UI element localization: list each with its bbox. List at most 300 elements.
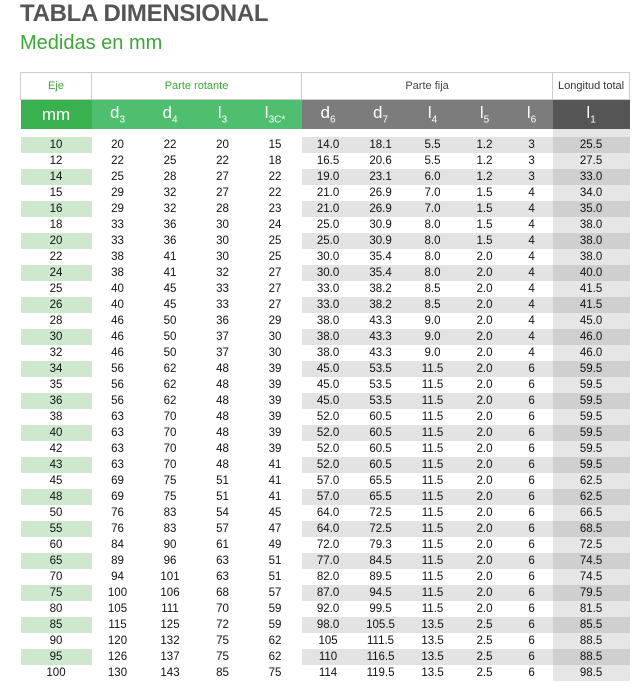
table-cell: 65.5 bbox=[355, 489, 407, 505]
table-cell: 40 bbox=[111, 283, 124, 295]
table-cell: 4 bbox=[511, 297, 553, 313]
table-cell: 59.5 bbox=[553, 361, 630, 377]
table-cell: 40.0 bbox=[553, 265, 630, 281]
table-cell: 19.0 bbox=[302, 169, 355, 185]
table-cell: 70 bbox=[49, 571, 63, 583]
table-cell: 1.2 bbox=[476, 155, 493, 167]
table-cell: 90 bbox=[163, 539, 177, 551]
table-cell: 75 bbox=[163, 491, 177, 503]
table-cell: 11.5 bbox=[407, 457, 459, 473]
col-d4: $d_4$ bbox=[144, 100, 197, 130]
table-cell: 16 bbox=[21, 201, 92, 217]
table-cell: 34 bbox=[21, 361, 92, 377]
table-cell: 8.5 bbox=[424, 283, 441, 295]
table-cell: 137 bbox=[160, 651, 180, 663]
table-cell: 72.5 bbox=[355, 521, 407, 537]
table-cell: 33.0 bbox=[316, 283, 340, 295]
table-row bbox=[21, 569, 630, 585]
table-cell: 4 bbox=[528, 315, 535, 327]
table-cell: 99.5 bbox=[369, 603, 392, 615]
table-cell: 8.5 bbox=[407, 297, 459, 313]
table-cell: 6 bbox=[528, 635, 535, 647]
table-cell: 59.5 bbox=[553, 409, 630, 425]
table-cell: 45.0 bbox=[302, 361, 355, 377]
table-cell: 50 bbox=[163, 315, 177, 327]
table-cell: 114 bbox=[318, 667, 338, 679]
table-cell: 48 bbox=[21, 489, 92, 505]
table-cell: 26.9 bbox=[369, 187, 392, 199]
table-cell: 95 bbox=[21, 649, 92, 665]
table-cell: 20 bbox=[21, 233, 92, 249]
table-cell: 11.5 bbox=[407, 361, 459, 377]
table-cell: 6 bbox=[528, 443, 535, 455]
table-cell: 24 bbox=[21, 265, 92, 281]
table-cell: 46 bbox=[111, 331, 124, 343]
table-cell: 4 bbox=[511, 201, 553, 217]
table-cell: 43 bbox=[21, 457, 92, 473]
table-row bbox=[21, 409, 630, 425]
table-cell: 2.0 bbox=[459, 521, 511, 537]
table-row bbox=[21, 585, 630, 601]
table-cell: 22 bbox=[163, 139, 177, 151]
table-cell: 41.5 bbox=[553, 281, 630, 297]
table-cell: 24 bbox=[268, 219, 282, 231]
table-cell: 32 bbox=[163, 203, 177, 215]
table-cell: 51 bbox=[268, 555, 282, 567]
table-cell: 84.5 bbox=[355, 553, 407, 569]
table-row bbox=[21, 153, 630, 169]
page-subtitle: Medidas en mm bbox=[20, 32, 163, 54]
group-eje: Eje bbox=[21, 73, 92, 100]
table-cell: 28 bbox=[49, 315, 63, 327]
table-cell: 60.5 bbox=[369, 411, 392, 423]
table-cell: 11.5 bbox=[421, 443, 444, 455]
table-cell: 105 bbox=[318, 635, 338, 647]
table-cell: 23.1 bbox=[355, 169, 407, 185]
table-cell: 11.5 bbox=[421, 475, 444, 487]
table-cell: 59 bbox=[268, 603, 282, 615]
table-cell: 38.2 bbox=[369, 283, 392, 295]
table-cell: 38 bbox=[111, 267, 124, 279]
col-l1: $l_1$ bbox=[553, 100, 630, 130]
table-cell: 38.0 bbox=[302, 329, 355, 345]
table-cell: 30 bbox=[216, 219, 229, 231]
table-cell: 6 bbox=[511, 585, 553, 601]
table-cell: 56 bbox=[111, 363, 124, 375]
table-cell: 2.0 bbox=[476, 411, 493, 423]
table-cell: 59.5 bbox=[553, 377, 630, 393]
table-cell: 29 bbox=[268, 315, 282, 327]
table-row bbox=[21, 201, 630, 217]
table-cell: 106 bbox=[160, 587, 180, 599]
table-cell: 63 bbox=[216, 571, 229, 583]
table-cell: 1.5 bbox=[459, 233, 511, 249]
table-cell: 111.5 bbox=[366, 635, 395, 647]
table-cell: 39 bbox=[268, 411, 282, 423]
table-cell: 75 bbox=[268, 667, 282, 679]
table-cell: 11.5 bbox=[421, 507, 444, 519]
table-row bbox=[21, 457, 630, 473]
table-cell: 60.5 bbox=[369, 443, 392, 455]
table-cell: 125 bbox=[160, 619, 180, 631]
table-cell: 5.5 bbox=[424, 155, 441, 167]
table-row bbox=[21, 489, 630, 505]
table-cell: 96 bbox=[163, 555, 177, 567]
table-cell: 90 bbox=[49, 635, 63, 647]
table-cell: 18 bbox=[49, 219, 63, 231]
table-cell: 48 bbox=[216, 427, 229, 439]
table-cell: 6 bbox=[528, 571, 535, 583]
table-cell: 2.0 bbox=[459, 553, 511, 569]
table-row bbox=[21, 185, 630, 201]
table-cell: 43.3 bbox=[369, 315, 392, 327]
table-cell: 11.5 bbox=[407, 489, 459, 505]
table-cell: 48 bbox=[216, 363, 229, 375]
table-cell: 69 bbox=[111, 491, 124, 503]
table-cell: 41 bbox=[268, 491, 282, 503]
table-cell: 115 bbox=[108, 619, 127, 631]
table-cell: 35.4 bbox=[369, 251, 392, 263]
table-cell: 62 bbox=[268, 651, 282, 663]
table-cell: 32 bbox=[216, 267, 229, 279]
table-cell: 63 bbox=[111, 411, 124, 423]
table-cell: 84 bbox=[111, 539, 124, 551]
table-cell: 14 bbox=[21, 169, 92, 185]
table-cell: 80 bbox=[49, 603, 63, 615]
table-cell: 36 bbox=[163, 235, 177, 247]
table-cell: 26.9 bbox=[355, 201, 407, 217]
table-cell: 28 bbox=[216, 203, 229, 215]
table-cell: 9.0 bbox=[424, 315, 441, 327]
table-row bbox=[21, 473, 630, 489]
table-cell: 2.0 bbox=[476, 443, 493, 455]
table-row bbox=[21, 137, 630, 153]
table-cell: 41 bbox=[163, 267, 177, 279]
table-cell: 6 bbox=[528, 539, 535, 551]
table-cell: 45 bbox=[268, 507, 282, 519]
table-cell: 38 bbox=[49, 411, 63, 423]
table-cell: 47 bbox=[268, 523, 282, 535]
table-cell: 48 bbox=[216, 379, 229, 391]
table-cell: 6 bbox=[511, 457, 553, 473]
table-cell: 33.0 bbox=[553, 169, 630, 185]
table-cell: 70 bbox=[163, 459, 177, 471]
table-cell: 25.0 bbox=[316, 219, 340, 231]
table-cell: 27 bbox=[268, 299, 282, 311]
table-cell: 72 bbox=[216, 619, 229, 631]
table-cell: 120 bbox=[107, 635, 128, 647]
table-cell: 72.0 bbox=[316, 539, 340, 551]
table-cell: 76 bbox=[111, 523, 124, 535]
table-cell: 130 bbox=[107, 667, 128, 679]
table-cell: 1.5 bbox=[459, 201, 511, 217]
table-row bbox=[21, 217, 630, 233]
table-cell: 11.5 bbox=[407, 393, 459, 409]
table-cell: 38.0 bbox=[316, 347, 340, 359]
column-header-row bbox=[21, 100, 630, 130]
dimension-table bbox=[20, 72, 630, 681]
table-cell: 119.5 bbox=[366, 667, 395, 679]
table-cell: 43.3 bbox=[369, 347, 392, 359]
table-row bbox=[21, 425, 630, 441]
table-cell: 22 bbox=[268, 171, 282, 183]
table-cell: 79.3 bbox=[369, 539, 392, 551]
table-cell: 2.5 bbox=[476, 667, 493, 679]
table-cell: 46.0 bbox=[553, 329, 630, 345]
group-parte-fija: Parte fija bbox=[302, 73, 553, 100]
table-cell: 35 bbox=[49, 379, 63, 391]
table-cell: 2.0 bbox=[476, 283, 493, 295]
table-cell: 2.0 bbox=[459, 329, 511, 345]
table-cell: 76 bbox=[111, 507, 124, 519]
table-row bbox=[21, 169, 630, 185]
table-cell: 74.5 bbox=[553, 569, 630, 585]
table-cell: 33 bbox=[111, 235, 124, 247]
table-cell: 36 bbox=[216, 315, 229, 327]
table-cell: 45 bbox=[49, 475, 63, 487]
table-cell: 48 bbox=[216, 411, 229, 423]
table-cell: 92.0 bbox=[316, 603, 340, 615]
table-cell: 62 bbox=[268, 635, 282, 647]
table-cell: 6 bbox=[528, 603, 535, 615]
table-cell: 4 bbox=[528, 347, 535, 359]
table-cell: 15 bbox=[268, 139, 282, 151]
table-cell: 60 bbox=[49, 539, 63, 551]
table-cell: 85.5 bbox=[553, 617, 630, 633]
table-cell: 14.0 bbox=[302, 137, 355, 153]
table-cell: 22 bbox=[111, 155, 124, 167]
table-cell: 85 bbox=[21, 617, 92, 633]
table-cell: 4 bbox=[511, 329, 553, 345]
table-row bbox=[21, 521, 630, 537]
table-cell: 22 bbox=[216, 155, 229, 167]
table-cell: 25 bbox=[268, 235, 282, 247]
table-cell: 13.5 bbox=[407, 617, 459, 633]
table-cell: 75 bbox=[21, 585, 92, 601]
table-cell: 116.5 bbox=[355, 649, 407, 665]
table-cell: 6 bbox=[511, 489, 553, 505]
table-row bbox=[21, 649, 630, 665]
table-cell: 21.0 bbox=[316, 187, 340, 199]
col-l5: $l_5$ bbox=[459, 100, 511, 130]
group-longitud-total: Longitud total bbox=[553, 73, 630, 100]
table-cell: 60.5 bbox=[355, 457, 407, 473]
table-cell: 39 bbox=[268, 395, 282, 407]
table-cell: 41 bbox=[163, 251, 177, 263]
table-cell: 25.5 bbox=[553, 137, 630, 153]
table-cell: 89 bbox=[111, 555, 124, 567]
table-row bbox=[21, 249, 630, 265]
table-cell: 2.0 bbox=[476, 571, 493, 583]
table-cell: 22 bbox=[49, 251, 63, 263]
table-body bbox=[21, 137, 630, 681]
table-row bbox=[21, 281, 630, 297]
table-cell: 41.5 bbox=[553, 297, 630, 313]
group-header-row bbox=[21, 73, 630, 100]
table-row bbox=[21, 265, 630, 281]
table-cell: 51 bbox=[268, 571, 282, 583]
table-cell: 7.0 bbox=[424, 187, 441, 199]
table-cell: 89.5 bbox=[369, 571, 392, 583]
table-cell: 11.5 bbox=[407, 585, 459, 601]
table-cell: 98.0 bbox=[302, 617, 355, 633]
table-cell: 49 bbox=[268, 539, 282, 551]
table-cell: 38 bbox=[111, 251, 124, 263]
table-cell: 33 bbox=[216, 283, 229, 295]
table-cell: 56 bbox=[111, 379, 124, 391]
table-row bbox=[21, 441, 630, 457]
table-cell: 2.0 bbox=[476, 507, 493, 519]
table-cell: 72.5 bbox=[369, 507, 392, 519]
table-cell: 52.0 bbox=[302, 457, 355, 473]
table-cell: 42 bbox=[49, 443, 63, 455]
table-cell: 2.0 bbox=[476, 251, 493, 263]
table-cell: 81.5 bbox=[553, 601, 630, 617]
table-cell: 62 bbox=[163, 379, 177, 391]
table-cell: 5.5 bbox=[407, 137, 459, 153]
table-cell: 36 bbox=[21, 393, 92, 409]
table-cell: 16.5 bbox=[316, 155, 340, 167]
table-cell: 33 bbox=[111, 219, 124, 231]
table-cell: 18 bbox=[268, 155, 282, 167]
table-cell: 30 bbox=[268, 331, 282, 343]
table-cell: 6 bbox=[528, 667, 535, 679]
table-cell: 2.0 bbox=[459, 297, 511, 313]
table-cell: 20 bbox=[216, 139, 229, 151]
table-cell: 1.2 bbox=[459, 137, 511, 153]
table-cell: 4 bbox=[511, 233, 553, 249]
table-cell: 110 bbox=[302, 649, 355, 665]
table-cell: 48 bbox=[216, 459, 229, 471]
table-cell: 33.0 bbox=[302, 297, 355, 313]
col-d7: $d_7$ bbox=[355, 100, 407, 130]
table-cell: 2.0 bbox=[459, 265, 511, 281]
table-cell: 143 bbox=[160, 667, 180, 679]
table-cell: 6 bbox=[511, 649, 553, 665]
table-cell: 50 bbox=[163, 347, 177, 359]
table-row bbox=[21, 665, 630, 681]
table-cell: 65 bbox=[21, 553, 92, 569]
table-cell: 79.5 bbox=[553, 585, 630, 601]
table-cell: 48 bbox=[216, 395, 229, 407]
table-cell: 68.5 bbox=[553, 521, 630, 537]
col-mm: mm bbox=[21, 100, 92, 130]
table-cell: 52.0 bbox=[316, 411, 340, 423]
table-cell: 43.3 bbox=[355, 329, 407, 345]
table-row bbox=[21, 553, 630, 569]
group-parte-rotante: Parte rotante bbox=[92, 73, 302, 100]
table-cell: 60.5 bbox=[355, 425, 407, 441]
table-cell: 45 bbox=[163, 283, 177, 295]
table-cell: 13.5 bbox=[407, 649, 459, 665]
table-cell: 11.5 bbox=[421, 603, 444, 615]
table-cell: 2.0 bbox=[476, 315, 493, 327]
table-cell: 6.0 bbox=[407, 169, 459, 185]
table-cell: 45.0 bbox=[302, 393, 355, 409]
table-cell: 27.5 bbox=[553, 153, 630, 169]
table-cell: 62.5 bbox=[553, 489, 630, 505]
table-cell: 40 bbox=[21, 425, 92, 441]
table-cell: 8.0 bbox=[424, 251, 441, 263]
table-cell: 38.0 bbox=[553, 217, 630, 233]
table-row bbox=[21, 233, 630, 249]
table-row bbox=[21, 313, 630, 329]
table-row bbox=[21, 345, 630, 361]
table-cell: 2.0 bbox=[476, 603, 493, 615]
table-cell: 3 bbox=[511, 137, 553, 153]
table-cell: 63 bbox=[216, 555, 229, 567]
table-cell: 9.0 bbox=[424, 347, 441, 359]
table-cell: 59.5 bbox=[553, 457, 630, 473]
table-cell: 8.0 bbox=[407, 233, 459, 249]
table-cell: 4 bbox=[511, 265, 553, 281]
table-cell: 46 bbox=[111, 315, 124, 327]
table-cell: 34.0 bbox=[553, 185, 630, 201]
table-cell: 25.0 bbox=[302, 233, 355, 249]
table-cell: 6 bbox=[528, 411, 535, 423]
table-cell: 62 bbox=[163, 363, 177, 375]
table-row bbox=[21, 361, 630, 377]
table-cell: 10 bbox=[21, 137, 92, 153]
table-cell: 27 bbox=[216, 171, 229, 183]
table-cell: 7.0 bbox=[407, 201, 459, 217]
table-cell: 53.5 bbox=[355, 361, 407, 377]
table-cell: 11.5 bbox=[421, 379, 444, 391]
table-cell: 4 bbox=[528, 283, 535, 295]
table-cell: 1.5 bbox=[476, 219, 493, 231]
table-cell: 46.0 bbox=[553, 345, 630, 361]
table-cell: 3 bbox=[528, 155, 535, 167]
table-cell: 27 bbox=[268, 283, 282, 295]
table-cell: 57.0 bbox=[302, 489, 355, 505]
table-cell: 4 bbox=[528, 251, 535, 263]
table-cell: 100 bbox=[46, 667, 66, 679]
table-cell: 30 bbox=[21, 329, 92, 345]
table-row bbox=[21, 393, 630, 409]
table-row bbox=[21, 617, 630, 633]
table-cell: 29 bbox=[111, 187, 124, 199]
col-l4: $l_4$ bbox=[407, 100, 459, 130]
table-cell: 70 bbox=[216, 603, 229, 615]
table-cell: 30 bbox=[216, 235, 229, 247]
table-cell: 38.0 bbox=[316, 315, 340, 327]
col-d3: $d_3$ bbox=[92, 100, 144, 130]
table-cell: 70 bbox=[163, 411, 177, 423]
table-cell: 6 bbox=[528, 379, 535, 391]
table-cell: 2.0 bbox=[459, 425, 511, 441]
table-cell: 75 bbox=[216, 635, 229, 647]
table-cell: 30 bbox=[216, 251, 229, 263]
table-cell: 105.5 bbox=[355, 617, 407, 633]
table-cell: 3 bbox=[511, 169, 553, 185]
table-cell: 6 bbox=[511, 521, 553, 537]
table-cell: 30 bbox=[268, 347, 282, 359]
table-cell: 6 bbox=[528, 507, 535, 519]
table-cell: 25 bbox=[163, 155, 177, 167]
table-cell: 45.0 bbox=[553, 313, 630, 329]
table-cell: 6 bbox=[528, 475, 535, 487]
table-cell: 2.0 bbox=[476, 475, 493, 487]
table-cell: 94.5 bbox=[355, 585, 407, 601]
table-cell: 4 bbox=[528, 187, 535, 199]
table-cell: 56 bbox=[111, 395, 124, 407]
table-cell: 30.0 bbox=[316, 251, 340, 263]
table-cell: 48 bbox=[216, 443, 229, 455]
table-cell: 8.0 bbox=[424, 219, 441, 231]
table-cell: 2.0 bbox=[459, 457, 511, 473]
table-cell: 11.5 bbox=[421, 539, 444, 551]
col-l6: $l_6$ bbox=[511, 100, 553, 130]
